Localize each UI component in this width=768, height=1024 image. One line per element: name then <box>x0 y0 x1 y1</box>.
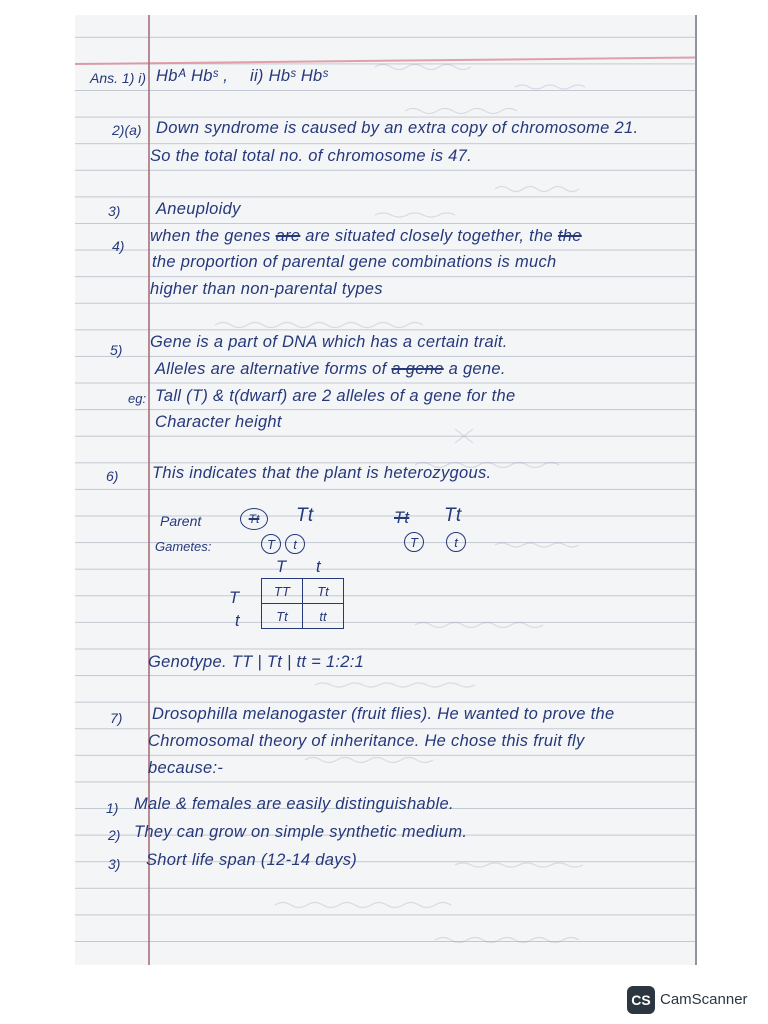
reason-2-label: 2) <box>108 827 121 843</box>
answer-7-line-2: Chromosomal theory of inheritance. He chose this fruit fly <box>148 732 585 750</box>
answer-7-label: 7) <box>110 710 123 726</box>
answer-4-struck-word-2: the <box>557 227 582 245</box>
answer-3-text: Aneuploidy <box>156 200 241 218</box>
answer-4-struck-word-1: are <box>275 227 301 245</box>
parent-1-genotype: Tt <box>296 505 314 526</box>
reason-3-label: 3) <box>108 856 121 872</box>
gamete-2b: t <box>446 532 466 552</box>
camscanner-brand-text: CamScanner <box>660 991 748 1008</box>
reason-2-text: They can grow on simple synthetic medium. <box>134 823 468 841</box>
punnett-cell: Tt <box>303 579 344 604</box>
example-label: eg: <box>128 391 147 406</box>
punnett-square <box>261 578 344 629</box>
answer-2-line-2: So the total total no. of chromosome is 47. <box>150 147 472 165</box>
answer-6-label: 6) <box>106 468 119 484</box>
answer-4-line-1-middle: are situated closely together, the <box>305 227 554 245</box>
camscanner-logo-icon: CS <box>627 986 655 1014</box>
answer-2-label: 2)(a) <box>112 122 142 138</box>
punnett-row <box>262 604 344 629</box>
answer-5-line-2-after: a gene. <box>448 360 506 378</box>
answer-4-line-2: the proportion of parental gene combinations is much <box>152 253 557 271</box>
answer-2-line-1: Down syndrome is caused by an extra copy of chromosome 21. <box>156 119 639 137</box>
answer-1-part-i: Hbᴬ Hbˢ , <box>156 67 229 85</box>
answer-7-line-3: because:- <box>148 759 224 777</box>
punnett-col-header: T <box>276 558 287 576</box>
answer-5-line-2-before: Alleles are alternative forms of <box>155 360 387 378</box>
answer-4-line-3: higher than non-parental types <box>150 280 383 298</box>
answer-4-label: 4) <box>112 238 125 254</box>
answer-4-line-1-before: when the genes <box>150 227 271 245</box>
answer-1-label: Ans. 1) i) <box>90 70 147 86</box>
answer-5-line-3: Tall (T) & t(dwarf) are 2 alleles of a gene for the <box>155 387 516 405</box>
gametes-label: Gametes: <box>155 539 212 554</box>
parent-1-struck-genotype: Tt <box>240 508 268 530</box>
reason-1-text: Male & females are easily distinguishable. <box>134 795 454 813</box>
punnett-cell: tt <box>303 604 344 629</box>
parent-label: Parent <box>160 513 202 529</box>
punnett-cell: TT <box>262 579 303 604</box>
answer-7-line-1: Drosophilla melanogaster (fruit flies). He wanted to prove the <box>152 705 615 723</box>
answer-5-line-4: Character height <box>155 413 282 431</box>
reason-3-text: Short life span (12-14 days) <box>146 851 358 869</box>
punnett-row-header: t <box>235 612 240 630</box>
gamete-2a: T <box>404 532 424 552</box>
answer-4-line-1 <box>150 226 582 246</box>
punnett-row-header: T <box>229 589 240 607</box>
parent-2-genotype: Tt <box>444 505 462 526</box>
punnett-col-header: t <box>316 558 321 576</box>
punnett-row <box>262 579 344 604</box>
answer-5-label: 5) <box>110 342 123 358</box>
answer-3-label: 3) <box>108 203 121 219</box>
parent-2-struck-genotype: Tt <box>394 509 410 527</box>
answer-6-statement: This indicates that the plant is heterozygous. <box>152 464 492 482</box>
answer-5-line-1: Gene is a part of DNA which has a certain trait. <box>150 333 508 351</box>
gamete-1a: T <box>261 534 281 554</box>
genotype-ratio: Genotype. TT | Tt | tt = 1:2:1 <box>148 653 365 671</box>
answer-5-struck-words: a gene <box>391 360 444 378</box>
reason-1-label: 1) <box>106 800 119 816</box>
answer-1-part-ii: ii) Hbˢ Hbˢ <box>250 67 329 85</box>
punnett-cell: Tt <box>262 604 303 629</box>
gamete-1b: t <box>285 534 305 554</box>
answer-5-line-2 <box>155 359 506 379</box>
